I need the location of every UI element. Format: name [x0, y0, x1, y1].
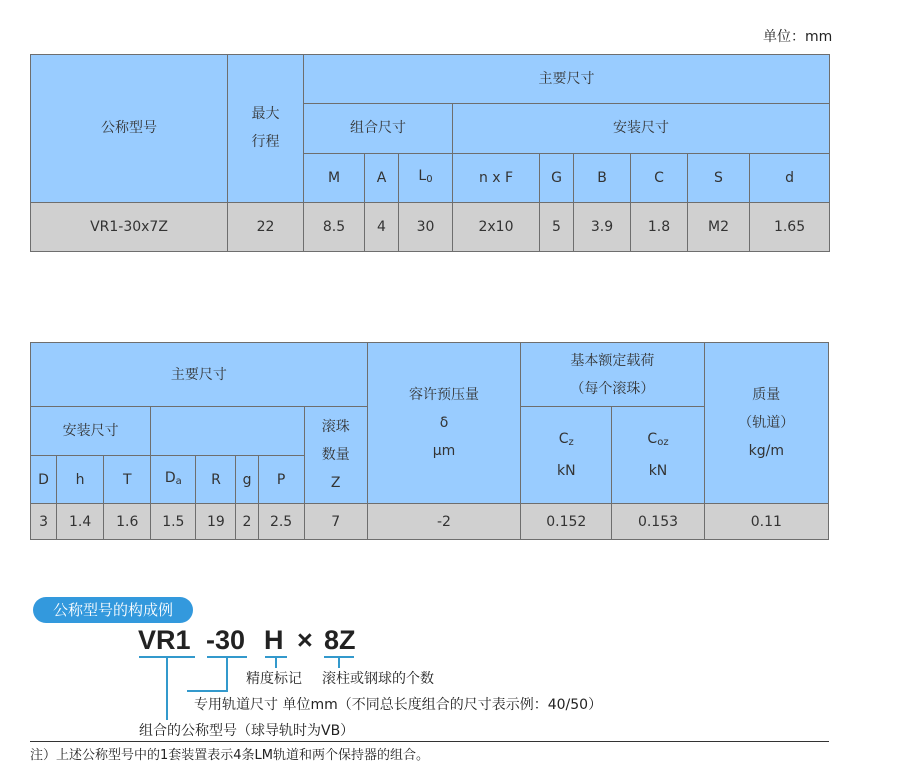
header-mount-dims: 安装尺寸 — [453, 104, 830, 153]
connector-vr1 — [166, 656, 168, 720]
cell-model: VR1-30x7Z — [31, 202, 228, 251]
col-h: h — [57, 456, 104, 504]
cell-G: 5 — [540, 202, 574, 251]
header-load-line1: 基本额定载荷 — [570, 352, 655, 369]
header-main-dims-2: 主要尺寸 — [31, 343, 368, 407]
header-model: 公称型号 — [31, 55, 228, 203]
connector-30-h — [187, 690, 228, 692]
col-M: M — [304, 153, 365, 202]
header-load-rating — [521, 343, 704, 407]
cell-max-stroke: 22 — [228, 202, 304, 251]
cell-M: 8.5 — [304, 202, 365, 251]
col-S: S — [688, 153, 750, 202]
header-max-stroke — [228, 55, 304, 203]
col-nxF: n x F — [453, 153, 540, 202]
header-preload-line3: μm — [432, 443, 456, 459]
col-Cz-symbol — [521, 425, 611, 457]
header-main-dims: 主要尺寸 — [304, 55, 830, 104]
header-preload-line2: δ — [439, 415, 449, 431]
col-L0 — [399, 153, 453, 202]
cell-d: 1.65 — [750, 202, 830, 251]
spec-table-2 — [30, 342, 829, 540]
cell-nxF: 2x10 — [453, 202, 540, 251]
code-h: H — [264, 625, 284, 655]
cell-mass: 0.11 — [704, 504, 828, 540]
header-ball-count — [304, 407, 367, 504]
col-Cz-unit: kN — [556, 463, 576, 479]
cell-h: 1.4 — [57, 504, 104, 540]
cell-B: 3.9 — [574, 202, 631, 251]
code-vr1: VR1 — [138, 625, 191, 655]
header-mass-line3: kg/m — [748, 443, 784, 459]
header-load-line2: （每个滚珠） — [570, 380, 655, 397]
label-precision: 精度标记 — [246, 671, 302, 687]
col-Coz-unit: kN — [648, 463, 668, 479]
col-Coz-main: C — [647, 431, 658, 447]
col-R: R — [196, 456, 236, 504]
cell-Cz: 0.152 — [521, 504, 612, 540]
label-rail-size: 专用轨道尺寸 单位mm（不同总长度组合的尺寸表示例：40/50） — [194, 697, 603, 713]
header-balls-line1: 滚珠 — [321, 419, 350, 435]
col-C: C — [631, 153, 688, 202]
header-assembly-dims: 组合尺寸 — [304, 104, 453, 153]
col-Cz — [521, 407, 612, 504]
col-L0-sub: 0 — [426, 173, 433, 185]
cell-C: 1.8 — [631, 202, 688, 251]
code-30: -30 — [206, 625, 246, 655]
cell-preload: -2 — [367, 504, 520, 540]
col-G: G — [540, 153, 574, 202]
cell-S: M2 — [688, 202, 750, 251]
col-L0-main: L — [418, 167, 427, 184]
unit-label: 单位：mm — [763, 29, 833, 45]
header-preload-line1: 容许预压量 — [408, 387, 479, 403]
col-Da — [151, 456, 196, 504]
example-title-badge: 公称型号的构成例 — [33, 597, 193, 623]
col-A: A — [365, 153, 399, 202]
header-max-stroke-line1: 最大 — [251, 106, 280, 123]
cell-Z: 7 — [304, 504, 367, 540]
cell-L0: 30 — [399, 202, 453, 251]
header-preload — [367, 343, 520, 504]
col-Cz-main: C — [558, 431, 569, 447]
header-mount-dims-2: 安装尺寸 — [31, 407, 151, 456]
header-mass-line2: （轨道） — [738, 415, 795, 431]
footnote-divider — [30, 741, 829, 742]
col-Da-main: D — [164, 469, 176, 486]
col-P: P — [258, 456, 304, 504]
col-Coz — [612, 407, 704, 504]
cell-A: 4 — [365, 202, 399, 251]
code-x: × — [297, 625, 313, 655]
spec-table-1 — [30, 54, 830, 252]
col-D: D — [31, 456, 57, 504]
col-Coz-symbol — [612, 425, 703, 457]
connector-8z — [338, 656, 340, 668]
col-Coz-sub: oz — [657, 437, 669, 448]
label-rolling-count: 滚柱或钢球的个数 — [322, 671, 434, 687]
header-balls-line3: Z — [330, 475, 341, 491]
footnote: 注）上述公称型号中的1套装置表示4条LM轨道和两个保持器的组合。 — [30, 748, 430, 763]
col-d: d — [750, 153, 830, 202]
cell-P: 2.5 — [258, 504, 304, 540]
cell-D: 3 — [31, 504, 57, 540]
cell-Da: 1.5 — [151, 504, 196, 540]
code-8z: 8Z — [324, 625, 356, 655]
label-model-combo: 组合的公称型号（球导轨时为VB） — [139, 723, 355, 739]
col-T: T — [104, 456, 151, 504]
connector-h — [275, 656, 277, 668]
header-balls-line2: 数量 — [321, 447, 350, 463]
header-max-stroke-line2: 行程 — [251, 134, 280, 151]
col-Cz-sub: z — [568, 437, 574, 448]
cell-Coz: 0.153 — [612, 504, 704, 540]
col-Da-sub: a — [175, 475, 182, 487]
cell-g: 2 — [236, 504, 258, 540]
cell-T: 1.6 — [104, 504, 151, 540]
cell-R: 19 — [196, 504, 236, 540]
header-mass-line1: 质量 — [752, 387, 781, 403]
connector-30 — [226, 656, 228, 690]
col-B: B — [574, 153, 631, 202]
header-mass — [704, 343, 828, 504]
header-blank — [151, 407, 304, 456]
col-g: g — [236, 456, 258, 504]
